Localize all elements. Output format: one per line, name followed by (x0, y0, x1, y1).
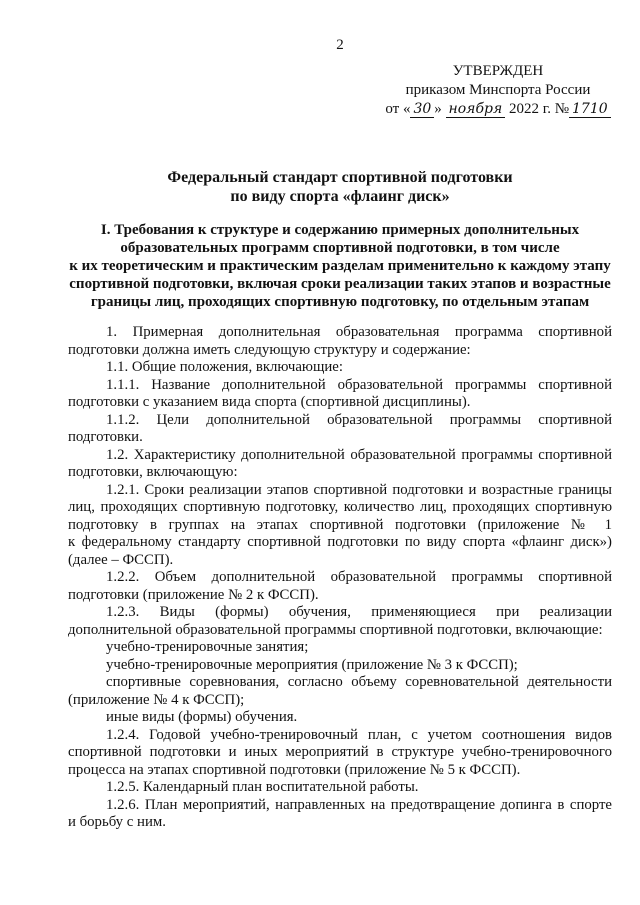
body-line: 1.1.2. Цели дополнительной образовательной программы спортивной (106, 411, 612, 428)
body-line: подготовки должна иметь следующую структуру и содержание: (68, 341, 471, 358)
heading-line: спортивной подготовки, включая сроки реализации таких этапов и возрастные (69, 276, 611, 292)
heading-line: I. Требования к структуре и содержанию примерных дополнительных (100, 222, 580, 238)
body-line: лиц, проходящих спортивную подготовку, количество лиц, проходящих спортивную (68, 499, 612, 515)
paragraph-1-2-6 (68, 797, 612, 832)
approval-stamp (378, 62, 618, 119)
body-line: 1.2.5. Календарный план воспитательной работы. (106, 779, 419, 795)
paragraph-1-2-3 (68, 604, 612, 639)
title-line: Федеральный стандарт спортивной подготовки (167, 169, 513, 186)
body-line: процесса на этапах спортивной подготовки (приложение № 5 к ФССП). (68, 761, 521, 778)
approval-title: УТВЕРЖДЕН (452, 63, 544, 79)
body-line: 1.2.3. Виды (формы) обучения, применяющиеся при реализации (106, 604, 612, 620)
heading-line: к их теоретическим и практическим разделам применительно к каждому этапу (69, 258, 611, 274)
date-prefix: от « (385, 101, 411, 117)
paragraph-1-2-2 (68, 569, 612, 604)
body-line: 1.1. Общие положения, включающие: (106, 359, 343, 375)
approval-order: приказом Минспорта России (405, 82, 591, 98)
handwritten-month: ноября (446, 101, 506, 118)
body-line: 1.2.4. Годовой учебно-тренировочный план, с учетом соотношения видов (106, 726, 612, 743)
body-line: учебно-тренировочные занятия; (106, 639, 309, 655)
body-line: подготовки (приложение № 2 к ФССП). (68, 586, 319, 603)
body-line: учебно-тренировочные мероприятия (приложение № 3 к ФССП); (106, 656, 518, 673)
document-title (68, 168, 612, 206)
paragraph-1-1 (68, 359, 612, 377)
list-item (68, 657, 612, 675)
body-line: 1. Примерная дополнительная образовательная программа спортивной (106, 324, 612, 340)
body-line: 1.2.1. Сроки реализации этапов спортивной подготовки и возрастные границы (106, 481, 612, 498)
paragraph-1-2 (68, 447, 612, 482)
body-line: спортивной подготовки и иных мероприятий в структуре учебно-тренировочного (68, 744, 612, 760)
heading-line: образовательных программ спортивной подготовки, в том числе (120, 240, 560, 256)
section-heading (68, 221, 612, 311)
document-body (68, 324, 612, 832)
handwritten-day: 30 (410, 101, 434, 118)
body-line: и борьбу с ним. (68, 814, 166, 830)
date-quote-close: » (434, 101, 442, 117)
approval-date-line (378, 100, 618, 119)
body-line: подготовки с указанием вида спорта (спортивной дисциплины). (68, 394, 471, 410)
date-year: 2022 г. № (508, 101, 570, 117)
list-item (68, 639, 612, 657)
paragraph-1 (68, 324, 612, 359)
body-line: подготовки, включающую: (68, 464, 238, 480)
body-line: дополнительной образовательной программы спортивной подготовки, включающие: (68, 621, 603, 638)
body-line: 1.2. Характеристику дополнительной образовательной программы спортивной (106, 446, 612, 463)
list-item (68, 709, 612, 727)
page-number: 2 (336, 37, 344, 53)
paragraph-1-1-1 (68, 377, 612, 412)
paragraph-1-2-5 (68, 779, 612, 797)
body-line: 1.2.6. План мероприятий, направленных на предотвращение допинга в спорте (106, 796, 612, 813)
handwritten-order-number: 1710 (569, 101, 611, 118)
heading-line: границы лиц, проходящих спортивную подготовку, по отдельным этапам (90, 294, 590, 310)
body-line: (приложение № 4 к ФССП); (68, 691, 245, 708)
paragraph-1-2-4 (68, 727, 612, 780)
body-line: подготовку в группах на этапах спортивной подготовки (приложение № 1 (68, 516, 612, 533)
body-line: спортивные соревнования, согласно объему соревновательной деятельности (106, 674, 612, 690)
body-line: (далее – ФССП). (68, 551, 174, 568)
list-item (68, 674, 612, 709)
title-line: по виду спорта «флаинг диск» (230, 188, 450, 205)
paragraph-1-1-2 (68, 412, 612, 447)
body-line: 1.2.2. Объем дополнительной образовательной программы спортивной (106, 569, 612, 585)
body-line: к федеральному стандарту спортивной подготовки по виду спорта «флаинг диск») (68, 534, 612, 550)
body-line: подготовки. (68, 429, 143, 445)
body-line: иные виды (формы) обучения. (106, 709, 298, 725)
paragraph-1-2-1 (68, 482, 612, 570)
body-line: 1.1.1. Название дополнительной образовательной программы спортивной (106, 376, 612, 393)
